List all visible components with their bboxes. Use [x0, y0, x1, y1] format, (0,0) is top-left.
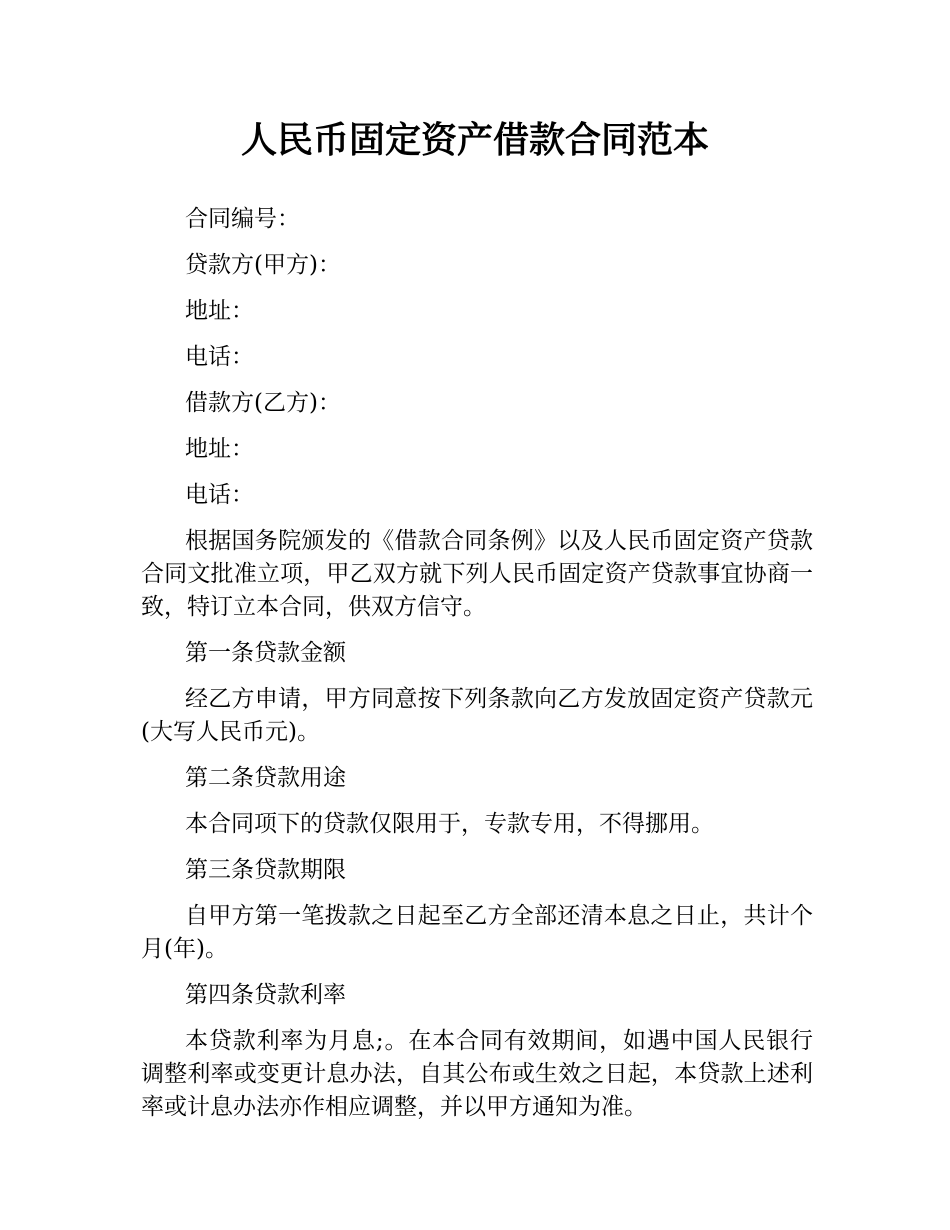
article-3-heading: 第三条贷款期限 [185, 857, 346, 883]
document-title: 人民币固定资产借款合同范本 [240, 120, 709, 161]
lender-field: 贷款方(甲方)： [185, 252, 341, 278]
document-body [141, 203, 813, 1137]
article-2-heading: 第二条贷款用途 [185, 765, 346, 791]
borrower-field: 借款方(乙方)： [185, 390, 341, 416]
article-1-body: 经乙方申请，甲方同意按下列条款向乙方发放固定资产贷款元(大写人民币元)。 [141, 686, 813, 745]
contract-number-field: 合同编号： [185, 206, 300, 232]
article-3-body: 自甲方第一笔拨款之日起至乙方全部还清本息之日止，共计个月(年)。 [141, 903, 813, 962]
preamble-paragraph: 根据国务院颁发的《借款合同条例》以及人民币固定资产贷款合同文批准立项，甲乙双方就下列人民币固定资产贷款事宜协商一致，特订立本合同，供双方信守。 [141, 528, 813, 620]
borrower-phone-field: 电话： [185, 482, 254, 508]
article-4-heading: 第四条贷款利率 [185, 982, 346, 1008]
article-4-body: 本贷款利率为月息;。在本合同有效期间，如遇中国人民银行调整利率或变更计息办法，自其公布或生效之日起，本贷款上述利率或计息办法亦作相应调整，并以甲方通知为准。 [141, 1028, 813, 1120]
lender-address-field: 地址： [185, 298, 254, 324]
lender-phone-field: 电话： [185, 344, 254, 370]
article-1-heading: 第一条贷款金额 [185, 640, 346, 666]
borrower-address-field: 地址： [185, 436, 254, 462]
article-2-body: 本合同项下的贷款仅限用于，专款专用，不得挪用。 [185, 811, 714, 837]
